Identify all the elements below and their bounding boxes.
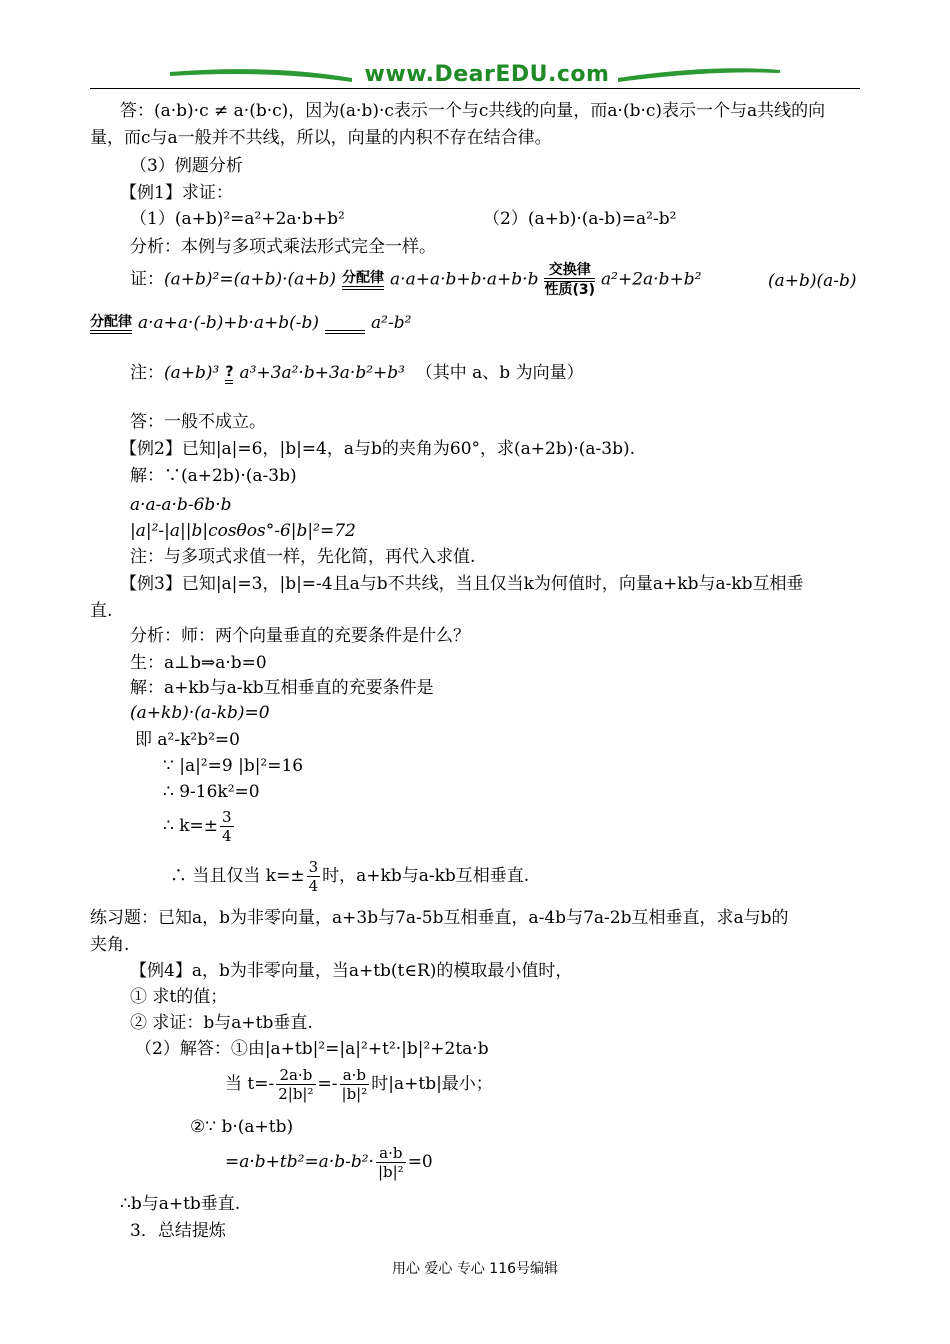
formula: a²-b²: [371, 313, 412, 333]
fraction: $\frac{a\cdot b}{\text{|b|²}}$: [377, 1144, 404, 1181]
section-heading: 3．总结提炼: [130, 1221, 226, 1241]
text-line: （2）(a+b)·(a-b)=a²-b²: [483, 209, 677, 229]
text: =-: [317, 1074, 338, 1094]
proof-label: 证：: [130, 269, 164, 290]
text-line: 解：∵(a+2b)·(a-3b): [130, 466, 297, 486]
text-line: 注：与多项式求值一样，先化简，再代入求值.: [130, 547, 476, 567]
text-line: （1）(a+b)²=a²+2a·b+b²: [130, 209, 345, 229]
text-line: 答：(a·b)·c ≠ a·(b·c)，因为(a·b)·c表示一个与c共线的向量，而a·(b·c)表示一个与a共线的向: [120, 101, 826, 121]
text-line: 分析：师：两个向量垂直的充要条件是什么？: [130, 626, 470, 646]
formula: a·a+a·(-b)+b·a+b(-b): [138, 313, 320, 333]
text: 时|a+tb|最小；: [371, 1074, 493, 1094]
formula-line: [163, 808, 236, 845]
formula: =a·b+tb²=a·b-b²·: [225, 1152, 374, 1172]
text-line: 分析：本例与多项式乘法形式完全一样。: [130, 237, 436, 257]
page-footer: 用心 爱心 专心 116号编辑: [391, 1261, 559, 1277]
formula-line: [225, 1066, 493, 1103]
fraction: $\frac{3}{4}$: [222, 808, 232, 845]
formula: a³+3a²·b+3a·b²+b³: [239, 363, 405, 383]
distributive-arrow: 分配律: [342, 270, 384, 290]
fraction: $\frac{2a\cdot b}{\text{2|b|²}}$: [278, 1066, 314, 1103]
formula: (a+kb)·(a-kb)=0: [130, 703, 270, 723]
fraction: $\frac{a\cdot b}{\text{|b|²}}$: [341, 1066, 368, 1103]
text-line: 生：a⊥b⇒a·b=0: [130, 653, 267, 673]
note-line: [130, 362, 584, 384]
text-line: 直.: [90, 601, 113, 621]
text-line: 解：a+kb与a-kb互相垂直的充要条件是: [130, 678, 434, 698]
example-heading: 【例2】已知|a|=6，|b|=4，a与b的夹角为60°，求(a+2b)·(a-3b).: [120, 439, 636, 459]
formula: |a|²-|a||b|cosθos°-6|b|²=72: [130, 521, 356, 541]
distributive-arrow: 分配律: [90, 314, 132, 334]
formula: a·a+a·b+b·a+b·b: [390, 269, 539, 290]
note-label: 注：: [130, 363, 164, 383]
text: （其中 a、b 为向量）: [415, 363, 584, 383]
header-rule: [90, 88, 860, 89]
text: ∴ k=±: [163, 816, 219, 836]
formula: (a+b)³: [164, 363, 220, 383]
text-line: 量，而c与a一般并不共线，所以，向量的内积不存在结合律。: [90, 128, 552, 148]
text-line: ∵ |a|²=9 |b|²=16: [163, 756, 304, 776]
fraction: $\frac{3}{4}$: [308, 858, 319, 895]
formula: (a+b)(a-b): [768, 271, 857, 291]
formula: (a+b)²=(a+b)·(a+b): [164, 269, 337, 290]
text-line: 答：一般不成立。: [130, 412, 266, 432]
text-line: 夹角.: [90, 935, 130, 955]
example-heading: 【例1】求证：: [120, 183, 233, 203]
text: =0: [407, 1152, 433, 1172]
commutative-arrow: 交换律 性质(3): [544, 262, 596, 298]
text-line: （2）解答：①由|a+tb|²=|a|²+t²·|b|²+2ta·b: [135, 1039, 489, 1059]
example-heading: 【例3】已知|a|=3，|b|=-4且a与b不共线，当且仅当k为何值时，向量a+kb与a-kb互相垂: [120, 574, 804, 594]
text-line: （3）例题分析: [130, 156, 243, 176]
exercise-line: 练习题：已知a，b为非零向量，a+3b与7a-5b互相垂直，a-4b与7a-2b互相垂直，求a与b的: [90, 908, 789, 928]
text: 时，a+kb与a-kb互相垂直.: [322, 866, 530, 886]
text-line: ∴b与a+tb垂直.: [120, 1194, 241, 1214]
proof-line: [130, 262, 701, 298]
text-line: ① 求t的值；: [130, 987, 228, 1007]
formula-line: [225, 1144, 433, 1181]
equals-arrow: [325, 314, 365, 334]
text: 当 t=-: [225, 1074, 275, 1094]
text-line: 即 a²-k²b²=0: [135, 730, 240, 750]
text-line: ∴ 9-16k²=0: [163, 782, 260, 802]
text-line: ② 求证：b与a+tb垂直.: [130, 1013, 313, 1033]
text-line: ②∵ b·(a+tb): [190, 1117, 294, 1137]
site-header-logo: [90, 62, 860, 88]
text: ∴ 当且仅当 k=±: [170, 866, 305, 886]
question-arrow: ?: [225, 364, 233, 384]
proof-line: [90, 312, 411, 334]
formula-line: [170, 858, 529, 895]
formula: a²+2a·b+b²: [601, 269, 702, 290]
site-url: www.DearEDU.com: [364, 62, 610, 87]
formula: a·a-a·b-6b·b: [130, 495, 232, 515]
example-heading: 【例4】a，b为非零向量，当a+tb(t∈R)的模取最小值时，: [130, 961, 573, 981]
